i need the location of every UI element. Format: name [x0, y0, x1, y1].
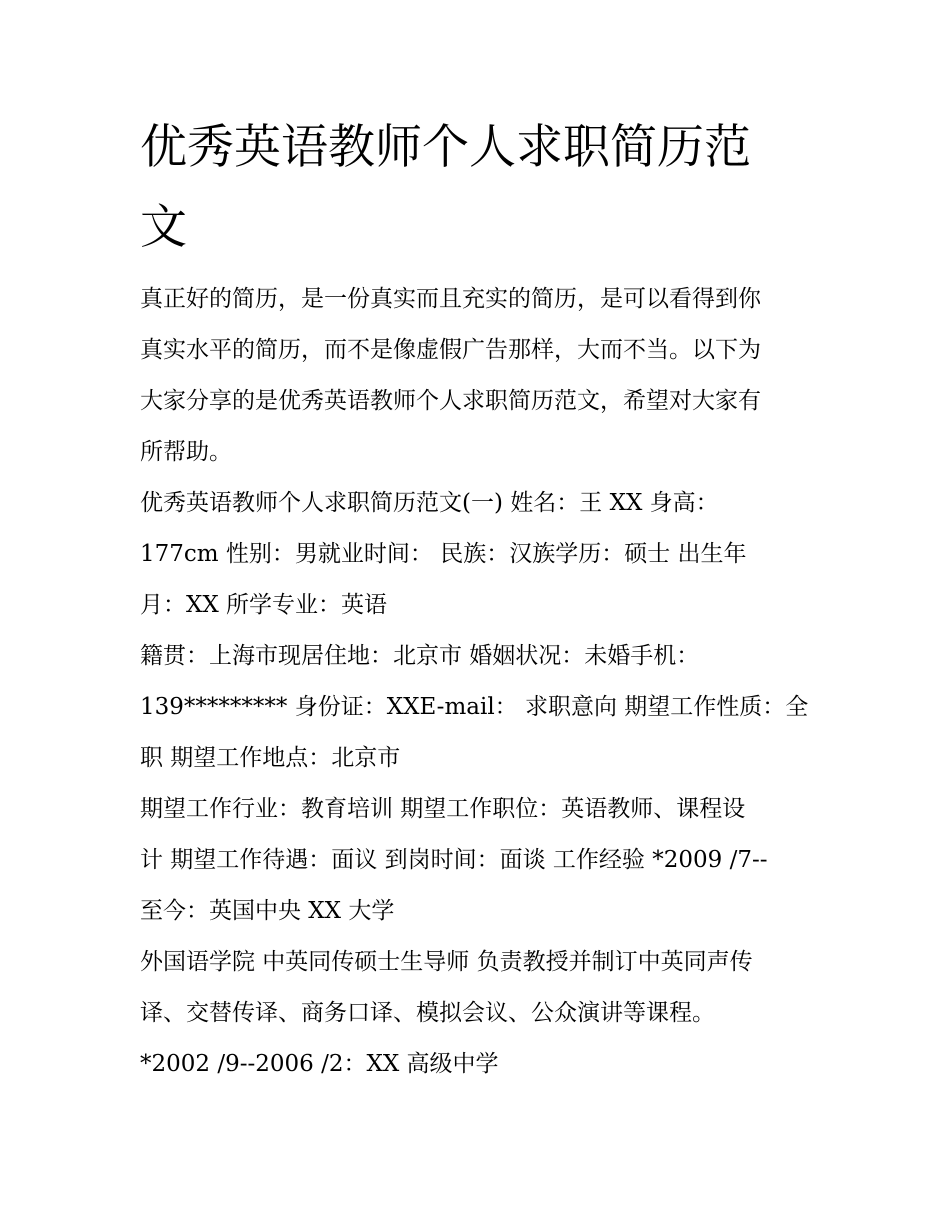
body-line: 计 期望工作待遇：面议 到岗时间：面谈 工作经验 *2009 /7-- — [140, 847, 768, 873]
body-line: 优秀英语教师个人求职简历范文(一) 姓名：王 XX 身高： — [140, 490, 719, 516]
document-title — [140, 108, 840, 268]
body-line: 月：XX 所学专业：英语 — [140, 592, 388, 618]
body-line: 至今：英国中央 XX 大学 — [140, 898, 395, 924]
body-line: 所帮助。 — [140, 439, 232, 465]
body-line: 籍贯：上海市现居住地：北京市 婚姻状况：未婚手机： — [140, 643, 700, 669]
body-line: 真正好的简历，是一份真实而且充实的简历，是可以看得到你 — [140, 286, 761, 312]
body-line: 外国语学院 中英同传硕士生导师 负责教授并制订中英同声传 — [140, 949, 753, 975]
body-line: 177cm 性别：男就业时间： 民族：汉族学历：硕士 出生年 — [140, 541, 747, 567]
title-line-1: 优秀英语教师个人求职简历范 — [140, 120, 751, 175]
body-line: 译、交替传译、商务口译、模拟会议、公众演讲等课程。 — [140, 1000, 715, 1026]
body-line: 大家分享的是优秀英语教师个人求职简历范文，希望对大家有 — [140, 388, 761, 414]
body-line: 139********* 身份证：XXE-mail： 求职意向 期望工作性质：全 — [140, 694, 809, 720]
body-line: 期望工作行业：教育培训 期望工作职位：英语教师、课程设 — [140, 796, 746, 822]
title-line-2: 文 — [140, 200, 187, 255]
body-line: 职 期望工作地点：北京市 — [140, 745, 401, 771]
body-line: 真实水平的简历，而不是像虚假广告那样，大而不当。以下为 — [140, 337, 761, 363]
body-line: *2002 /9--2006 /2：XX 高级中学 — [140, 1051, 499, 1077]
